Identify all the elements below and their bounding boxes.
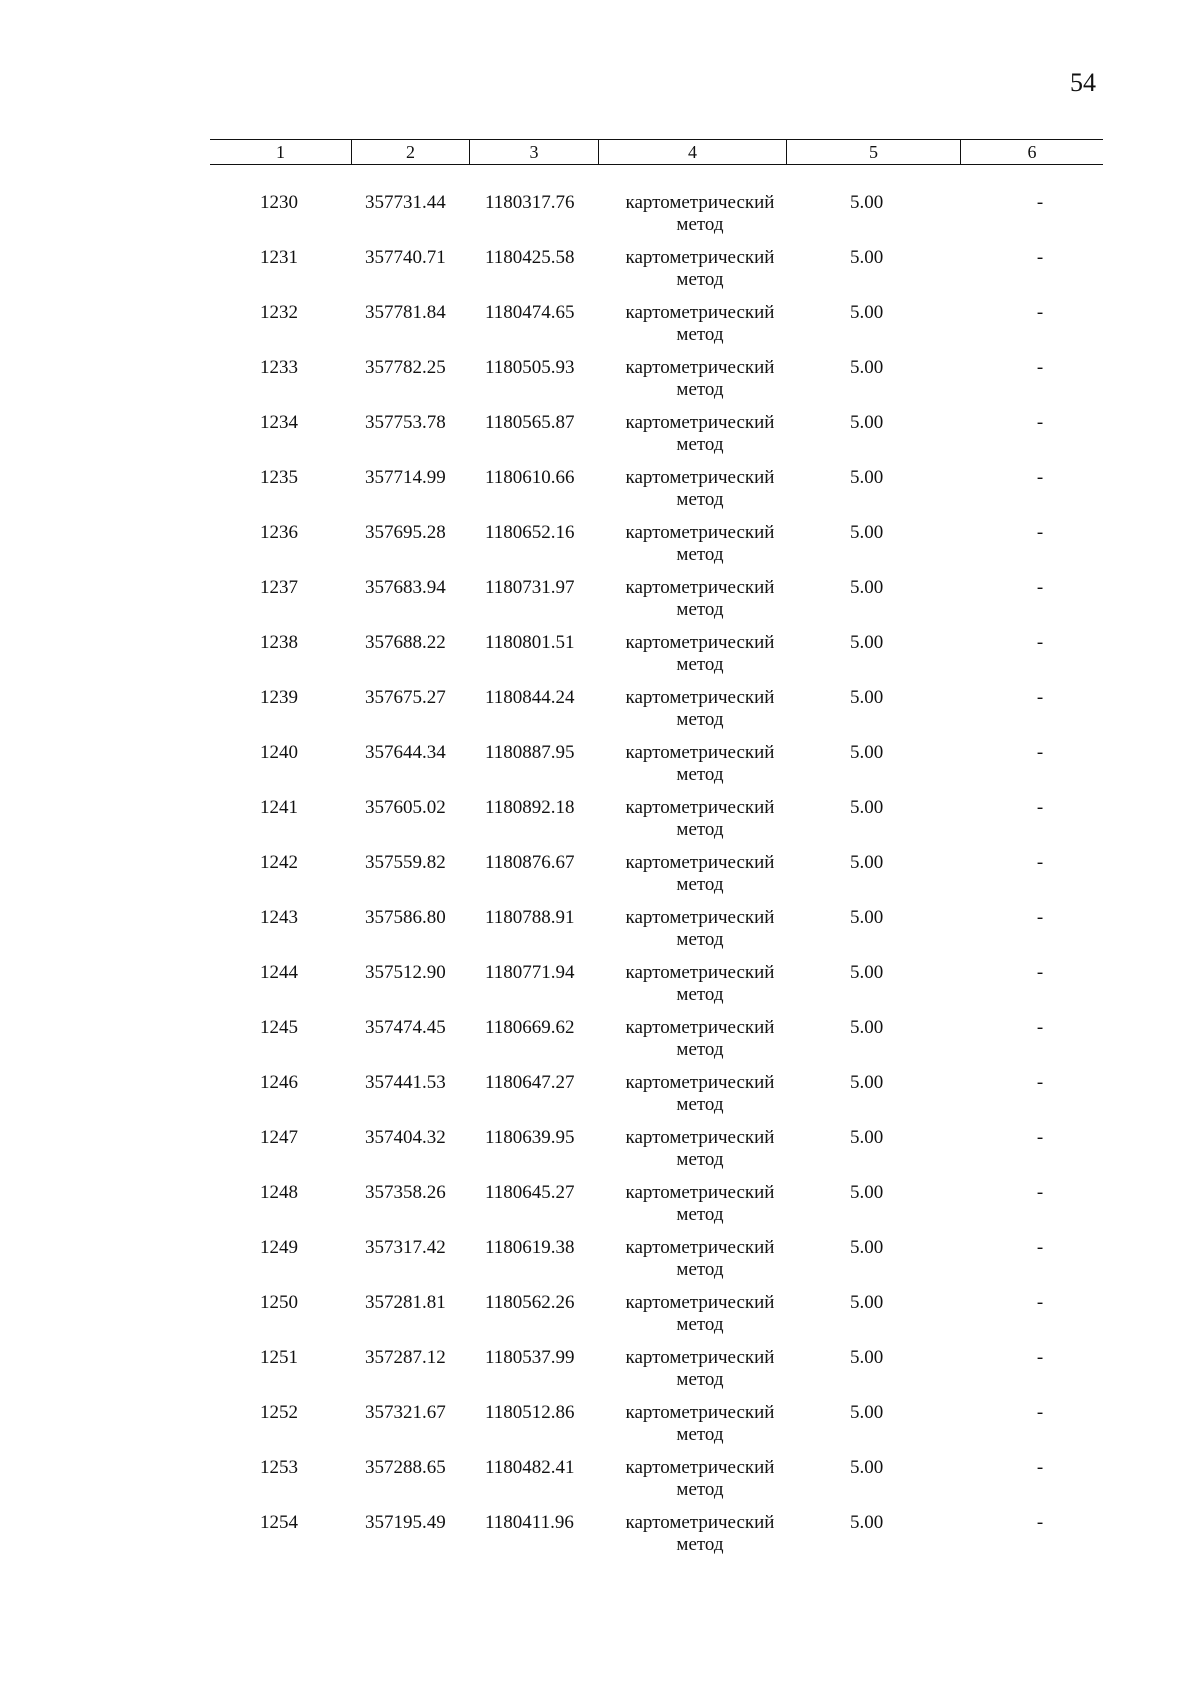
table-row (210, 1347, 1103, 1402)
accuracy: 5.00 (850, 1347, 884, 1368)
coord-y: 1180771.94 (485, 962, 575, 983)
coord-x: 357740.71 (365, 247, 446, 268)
coord-y: 1180887.95 (485, 742, 575, 763)
coord-y: 1180317.76 (485, 192, 575, 213)
point-number: 1241 (260, 797, 298, 818)
coord-x: 357782.25 (365, 357, 446, 378)
accuracy: 5.00 (850, 1237, 884, 1258)
table-row (210, 1512, 1103, 1567)
coord-x: 357404.32 (365, 1127, 446, 1148)
method: картометрический метод (625, 302, 775, 345)
method: картометрический метод (625, 1347, 775, 1390)
table-row (210, 467, 1103, 522)
table-row (210, 852, 1103, 907)
table-row (210, 742, 1103, 797)
accuracy: 5.00 (850, 1512, 884, 1533)
coord-x: 357753.78 (365, 412, 446, 433)
coord-y: 1180876.67 (485, 852, 575, 873)
note: - (1036, 632, 1044, 653)
point-number: 1243 (260, 907, 298, 928)
method: картометрический метод (625, 1017, 775, 1060)
accuracy: 5.00 (850, 632, 884, 653)
table-row (210, 357, 1103, 412)
coord-y: 1180788.91 (485, 907, 575, 928)
note: - (1036, 742, 1044, 763)
method: картометрический метод (625, 357, 775, 400)
accuracy: 5.00 (850, 412, 884, 433)
method: картометрический метод (625, 1402, 775, 1445)
method: картометрический метод (625, 1457, 775, 1500)
accuracy: 5.00 (850, 797, 884, 818)
coord-y: 1180505.93 (485, 357, 575, 378)
accuracy: 5.00 (850, 687, 884, 708)
point-number: 1251 (260, 1347, 298, 1368)
coord-y: 1180411.96 (485, 1512, 574, 1533)
point-number: 1239 (260, 687, 298, 708)
table-row (210, 522, 1103, 577)
method: картометрический метод (625, 852, 775, 895)
table-row (210, 687, 1103, 742)
point-number: 1240 (260, 742, 298, 763)
point-number: 1230 (260, 192, 298, 213)
coord-x: 357688.22 (365, 632, 446, 653)
header-col-4: 4 (599, 140, 787, 164)
accuracy: 5.00 (850, 742, 884, 763)
accuracy: 5.00 (850, 192, 884, 213)
table-row (210, 1457, 1103, 1512)
note: - (1036, 1292, 1044, 1313)
method: картометрический метод (625, 522, 775, 565)
accuracy: 5.00 (850, 1402, 884, 1423)
method: картометрический метод (625, 1182, 775, 1225)
accuracy: 5.00 (850, 1127, 884, 1148)
table-row (210, 1237, 1103, 1292)
table-row (210, 1402, 1103, 1457)
coord-x: 357281.81 (365, 1292, 446, 1313)
coord-y: 1180844.24 (485, 687, 575, 708)
coord-y: 1180731.97 (485, 577, 575, 598)
coord-x: 357781.84 (365, 302, 446, 323)
coord-x: 357714.99 (365, 467, 446, 488)
method: картометрический метод (625, 962, 775, 1005)
coord-x: 357683.94 (365, 577, 446, 598)
note: - (1036, 247, 1044, 268)
table-row (210, 577, 1103, 632)
coord-y: 1180892.18 (485, 797, 575, 818)
accuracy: 5.00 (850, 1017, 884, 1038)
method: картометрический метод (625, 412, 775, 455)
note: - (1036, 1457, 1044, 1478)
note: - (1036, 1182, 1044, 1203)
table-body (210, 192, 1103, 1567)
accuracy: 5.00 (850, 1182, 884, 1203)
note: - (1036, 522, 1044, 543)
method: картометрический метод (625, 1127, 775, 1170)
coord-x: 357474.45 (365, 1017, 446, 1038)
coord-y: 1180610.66 (485, 467, 575, 488)
header-col-3: 3 (470, 140, 599, 164)
coord-x: 357675.27 (365, 687, 446, 708)
note: - (1036, 302, 1044, 323)
accuracy: 5.00 (850, 522, 884, 543)
coord-y: 1180425.58 (485, 247, 575, 268)
point-number: 1238 (260, 632, 298, 653)
coord-x: 357317.42 (365, 1237, 446, 1258)
table-row (210, 797, 1103, 852)
accuracy: 5.00 (850, 1457, 884, 1478)
coord-y: 1180647.27 (485, 1072, 575, 1093)
table-row (210, 632, 1103, 687)
note: - (1036, 1347, 1044, 1368)
note: - (1036, 1402, 1044, 1423)
coord-y: 1180639.95 (485, 1127, 575, 1148)
method: картометрический метод (625, 1237, 775, 1280)
note: - (1036, 1127, 1044, 1148)
point-number: 1244 (260, 962, 298, 983)
method: картометрический метод (625, 632, 775, 675)
coord-y: 1180645.27 (485, 1182, 575, 1203)
point-number: 1235 (260, 467, 298, 488)
method: картометрический метод (625, 687, 775, 730)
accuracy: 5.00 (850, 247, 884, 268)
coord-y: 1180474.65 (485, 302, 575, 323)
coord-x: 357559.82 (365, 852, 446, 873)
header-col-2: 2 (352, 140, 470, 164)
coord-y: 1180565.87 (485, 412, 575, 433)
method: картометрический метод (625, 192, 775, 235)
accuracy: 5.00 (850, 577, 884, 598)
note: - (1036, 1237, 1044, 1258)
header-col-5: 5 (787, 140, 961, 164)
note: - (1036, 962, 1044, 983)
table-header (210, 139, 1103, 165)
table-row (210, 1292, 1103, 1347)
note: - (1036, 687, 1044, 708)
note: - (1036, 1017, 1044, 1038)
accuracy: 5.00 (850, 1292, 884, 1313)
point-number: 1254 (260, 1512, 298, 1533)
coord-x: 357605.02 (365, 797, 446, 818)
note: - (1036, 357, 1044, 378)
table-row (210, 1182, 1103, 1237)
accuracy: 5.00 (850, 302, 884, 323)
note: - (1036, 1072, 1044, 1093)
method: картометрический метод (625, 797, 775, 840)
table-row (210, 412, 1103, 467)
table-row (210, 1072, 1103, 1127)
point-number: 1237 (260, 577, 298, 598)
point-number: 1246 (260, 1072, 298, 1093)
table-row (210, 192, 1103, 247)
point-number: 1232 (260, 302, 298, 323)
note: - (1036, 1512, 1044, 1533)
point-number: 1236 (260, 522, 298, 543)
coord-x: 357644.34 (365, 742, 446, 763)
header-col-6: 6 (1027, 142, 1037, 162)
point-number: 1247 (260, 1127, 298, 1148)
note: - (1036, 467, 1044, 488)
coord-x: 357195.49 (365, 1512, 446, 1533)
point-number: 1233 (260, 357, 298, 378)
method: картометрический метод (625, 577, 775, 620)
accuracy: 5.00 (850, 357, 884, 378)
method: картометрический метод (625, 907, 775, 950)
coord-x: 357441.53 (365, 1072, 446, 1093)
table-row (210, 247, 1103, 302)
method: картометрический метод (625, 1512, 775, 1555)
note: - (1036, 907, 1044, 928)
point-number: 1253 (260, 1457, 298, 1478)
table-row (210, 907, 1103, 962)
table-row (210, 962, 1103, 1017)
coord-y: 1180619.38 (485, 1237, 575, 1258)
method: картометрический метод (625, 1292, 775, 1335)
table-row (210, 1017, 1103, 1072)
accuracy: 5.00 (850, 962, 884, 983)
accuracy: 5.00 (850, 852, 884, 873)
coord-x: 357287.12 (365, 1347, 446, 1368)
point-number: 1234 (260, 412, 298, 433)
note: - (1036, 577, 1044, 598)
note: - (1036, 192, 1044, 213)
table-row (210, 1127, 1103, 1182)
accuracy: 5.00 (850, 467, 884, 488)
accuracy: 5.00 (850, 1072, 884, 1093)
table-row (210, 302, 1103, 357)
note: - (1036, 797, 1044, 818)
coord-x: 357321.67 (365, 1402, 446, 1423)
coord-y: 1180562.26 (485, 1292, 575, 1313)
method: картометрический метод (625, 1072, 775, 1115)
coord-y: 1180482.41 (485, 1457, 575, 1478)
coord-x: 357695.28 (365, 522, 446, 543)
point-number: 1242 (260, 852, 298, 873)
coord-x: 357512.90 (365, 962, 446, 983)
note: - (1036, 412, 1044, 433)
coord-x: 357586.80 (365, 907, 446, 928)
method: картометрический метод (625, 742, 775, 785)
point-number: 1231 (260, 247, 298, 268)
accuracy: 5.00 (850, 907, 884, 928)
coord-y: 1180512.86 (485, 1402, 575, 1423)
method: картометрический метод (625, 467, 775, 510)
point-number: 1245 (260, 1017, 298, 1038)
page-number: 54 (1070, 68, 1096, 97)
point-number: 1248 (260, 1182, 298, 1203)
point-number: 1252 (260, 1402, 298, 1423)
coord-y: 1180669.62 (485, 1017, 575, 1038)
coord-y: 1180537.99 (485, 1347, 575, 1368)
coord-x: 357288.65 (365, 1457, 446, 1478)
point-number: 1250 (260, 1292, 298, 1313)
coord-y: 1180801.51 (485, 632, 575, 653)
header-col-1: 1 (210, 140, 352, 164)
method: картометрический метод (625, 247, 775, 290)
coord-x: 357358.26 (365, 1182, 446, 1203)
note: - (1036, 852, 1044, 873)
coord-x: 357731.44 (365, 192, 446, 213)
coord-y: 1180652.16 (485, 522, 575, 543)
point-number: 1249 (260, 1237, 298, 1258)
